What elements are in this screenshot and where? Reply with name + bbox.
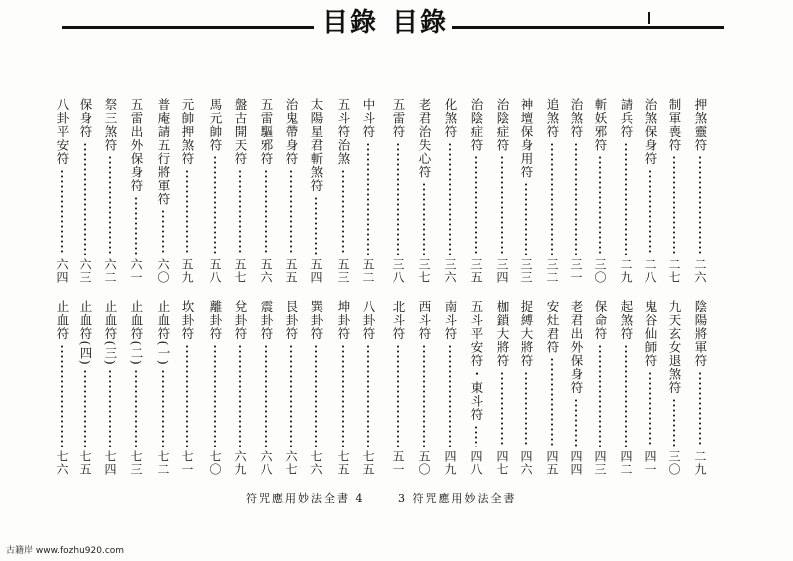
toc-entry-title: 坤卦符 — [336, 300, 351, 341]
toc-entry-title: 普庵請五行將軍符 — [156, 98, 171, 206]
dot-leader — [315, 196, 317, 256]
toc-entry — [256, 98, 276, 284]
dot-leader — [551, 357, 553, 447]
toc-entry — [230, 300, 250, 476]
toc-entry-title: 枷鎖大將符 — [495, 300, 510, 368]
toc-entry-title: 神壇保身用符 — [519, 98, 534, 179]
toc-entry-title: 南斗符 — [443, 300, 458, 341]
dot-leader — [625, 344, 627, 448]
toc-entry-title: 五斗符治煞 — [336, 98, 351, 166]
toc-entry-title: 治鬼帶身符 — [284, 98, 299, 166]
toc-entry-page: 六三 — [78, 258, 92, 284]
toc-entry-title: 老君治失心符 — [417, 98, 432, 179]
dot-leader — [162, 209, 164, 255]
dot-leader — [599, 155, 601, 255]
toc-entry-page: 六八 — [259, 450, 273, 476]
dot-leader — [649, 371, 651, 448]
dot-leader — [699, 155, 701, 255]
toc-entry-page: 七二 — [156, 450, 170, 476]
toc-entry — [75, 98, 95, 284]
dot-leader — [186, 169, 188, 256]
dot-leader — [575, 142, 577, 256]
toc-entry-title: 中斗符 — [361, 98, 376, 139]
toc-entry-page: 三〇 — [667, 450, 681, 476]
toc-entry — [466, 300, 486, 476]
header-tick-mark — [648, 12, 650, 24]
toc-entry-title: 震卦符 — [259, 300, 274, 341]
dot-leader — [501, 155, 503, 255]
toc-entry-title: 五雷出外保身符 — [129, 98, 144, 193]
toc-entry-page: 六七 — [284, 450, 298, 476]
toc-entry — [256, 300, 276, 476]
toc-entry-page: 五二 — [361, 258, 375, 284]
toc-entry-page: 四七 — [495, 450, 509, 476]
dot-leader — [109, 155, 111, 255]
toc-entry — [153, 98, 173, 284]
dot-leader — [649, 169, 651, 256]
toc-entry — [542, 98, 562, 284]
dot-leader — [449, 344, 451, 448]
toc-entry — [281, 300, 301, 476]
dot-leader — [342, 344, 344, 448]
toc-entry — [100, 98, 120, 284]
toc-entry — [640, 300, 660, 476]
toc-entry-title: 治陰症符 — [495, 98, 510, 152]
toc-entry — [616, 300, 636, 476]
toc-entry-page: 三七 — [417, 258, 431, 284]
dot-leader — [61, 169, 63, 256]
toc-entry-page: 六〇 — [156, 258, 170, 284]
toc-entry-title: 北斗符 — [391, 300, 406, 341]
toc-entry — [516, 98, 536, 284]
dot-leader — [342, 169, 344, 256]
toc-entry — [542, 300, 562, 476]
toc-entry-title: 止血符 — [55, 300, 70, 341]
dot-leader — [239, 169, 241, 256]
toc-entry-page: 二六 — [693, 258, 707, 284]
site-watermark: 古籍岸 www.fozhu920.com — [6, 546, 125, 556]
toc-entry-title: 西斗符 — [417, 300, 432, 341]
dot-leader — [290, 169, 292, 256]
toc-entry-page: 三一 — [569, 258, 583, 284]
toc-entry-title: 五斗平安符・東斗符 — [469, 300, 484, 422]
toc-entry-title: 捉縛大將符 — [519, 300, 534, 368]
toc-entry-page: 二八 — [643, 258, 657, 284]
toc-entry-title: 止血符(一) — [156, 300, 171, 366]
toc-entry-title: 九天玄女退煞符 — [667, 300, 682, 395]
toc-entry-title: 離卦符 — [208, 300, 223, 341]
toc-entry-title: 五雷符 — [391, 98, 406, 139]
toc-entry-title: 保身符 — [78, 98, 93, 139]
dot-leader — [61, 344, 63, 448]
toc-entry-page: 二七 — [667, 258, 681, 284]
toc-entry — [414, 98, 434, 284]
toc-entry — [230, 98, 250, 284]
dot-leader — [673, 398, 675, 448]
toc-entry — [205, 300, 225, 476]
toc-entry-title: 五雷驅邪符 — [259, 98, 274, 166]
toc-entry — [414, 300, 434, 476]
toc-entry-page: 五五 — [284, 258, 298, 284]
toc-entry-title: 追煞符 — [545, 98, 560, 139]
toc-entry-page: 七五 — [78, 450, 92, 476]
toc-entry-page: 三二 — [545, 258, 559, 284]
toc-entry-title: 艮卦符 — [284, 300, 299, 341]
dot-leader — [162, 369, 164, 447]
toc-entry-title: 八卦符 — [361, 300, 376, 341]
dot-leader — [525, 182, 527, 255]
toc-entry — [640, 98, 660, 284]
toc-entry-page: 二九 — [619, 258, 633, 284]
dot-leader — [109, 369, 111, 447]
toc-entry — [52, 300, 72, 476]
toc-entry-title: 治煞符 — [569, 98, 584, 139]
toc-entry-page: 五三 — [336, 258, 350, 284]
toc-entry-page: 四八 — [469, 450, 483, 476]
dot-leader — [423, 182, 425, 255]
dot-leader — [449, 142, 451, 256]
toc-entry-title: 盤古開天符 — [233, 98, 248, 166]
dot-leader — [214, 344, 216, 448]
toc-entry-title: 起煞符 — [619, 300, 634, 341]
toc-entry — [492, 300, 512, 476]
toc-entry-page: 二九 — [693, 450, 707, 476]
toc-entry — [153, 300, 173, 476]
toc-entry-title: 祭三煞符 — [103, 98, 118, 152]
dot-leader — [239, 344, 241, 448]
dot-leader — [599, 344, 601, 448]
dot-leader — [84, 369, 86, 447]
page-title-left: 目錄 — [322, 8, 379, 38]
dot-leader — [475, 155, 477, 255]
toc-entry-title: 元帥押煞符 — [180, 98, 195, 166]
dot-leader — [214, 155, 216, 255]
toc-entry-page: 七一 — [180, 450, 194, 476]
toc-entry-page: 三四 — [495, 258, 509, 284]
toc-entry — [492, 98, 512, 284]
dot-leader — [475, 425, 477, 448]
toc-entry-page: 三〇 — [593, 258, 607, 284]
toc-entry — [388, 300, 408, 476]
toc-entry — [306, 98, 326, 284]
toc-entry — [690, 98, 710, 284]
toc-entry — [100, 300, 120, 476]
toc-entry — [126, 98, 146, 284]
dot-leader — [397, 344, 399, 448]
footer-left: 符咒應用妙法全書 4 — [246, 492, 365, 505]
toc-entry-title: 止血符(三) — [103, 300, 118, 366]
dot-leader — [290, 344, 292, 448]
dot-leader — [525, 371, 527, 448]
toc-entry-page: 七六 — [55, 450, 69, 476]
toc-entry — [664, 98, 684, 284]
dot-leader — [135, 369, 137, 447]
header-rule-left — [62, 26, 314, 29]
toc-entry-title: 止血符(二) — [129, 300, 144, 366]
toc-entry-page: 三五 — [469, 258, 483, 284]
toc-entry — [590, 300, 610, 476]
dot-leader — [501, 371, 503, 448]
toc-entry — [440, 98, 460, 284]
header-rule-right — [452, 26, 724, 29]
dot-leader — [265, 344, 267, 448]
dot-leader — [315, 344, 317, 448]
toc-entry — [126, 300, 146, 476]
dot-leader — [575, 398, 577, 448]
toc-entry-page: 五九 — [180, 258, 194, 284]
dot-leader — [367, 142, 369, 256]
toc-entry-page: 五四 — [309, 258, 323, 284]
dot-leader — [551, 142, 553, 256]
toc-entry — [690, 300, 710, 476]
toc-entry-page: 四六 — [519, 450, 533, 476]
toc-entry-title: 安灶君符 — [545, 300, 560, 354]
dot-leader — [186, 344, 188, 448]
toc-entry-page: 七三 — [129, 450, 143, 476]
toc-entry-title: 制軍喪符 — [667, 98, 682, 152]
toc-entry — [616, 98, 636, 284]
toc-entry-title: 請兵符 — [619, 98, 634, 139]
footer-right: 3 符咒應用妙法全書 — [398, 492, 517, 505]
dot-leader — [423, 344, 425, 448]
toc-entry-page: 三六 — [443, 258, 457, 284]
toc-entry — [177, 300, 197, 476]
toc-entry — [566, 98, 586, 284]
toc-entry-title: 陰陽將軍符 — [693, 300, 708, 368]
dot-leader — [699, 371, 701, 448]
toc-entry-page: 七五 — [336, 450, 350, 476]
toc-entry-page: 六四 — [55, 258, 69, 284]
dot-leader — [625, 142, 627, 256]
toc-entry-page: 四一 — [643, 450, 657, 476]
toc-entry-page: 四四 — [569, 450, 583, 476]
toc-entry-page: 六九 — [233, 450, 247, 476]
toc-entry-title: 化煞符 — [443, 98, 458, 139]
toc-entry-page: 七六 — [309, 450, 323, 476]
toc-entry-page: 三八 — [391, 258, 405, 284]
toc-entry-page: 七四 — [103, 450, 117, 476]
toc-entry — [177, 98, 197, 284]
toc-entry-title: 鬼谷仙師符 — [643, 300, 658, 368]
toc-entry-page: 四五 — [545, 450, 559, 476]
toc-entry-page: 五七 — [233, 258, 247, 284]
toc-entry-page: 六二 — [103, 258, 117, 284]
dot-leader — [673, 155, 675, 255]
toc-entry-title: 治陰症符 — [469, 98, 484, 152]
page-title-right: 目錄 — [392, 8, 449, 38]
toc-entry — [52, 98, 72, 284]
dot-leader — [265, 169, 267, 256]
toc-entry-title: 斬妖邪符 — [593, 98, 608, 152]
toc-entry-page: 七五 — [361, 450, 375, 476]
toc-entry-title: 保命符 — [593, 300, 608, 341]
toc-entry-page: 四三 — [593, 450, 607, 476]
toc-entry-title: 治煞保身符 — [643, 98, 658, 166]
toc-entry-page: 七〇 — [208, 450, 222, 476]
toc-entry-page: 四二 — [619, 450, 633, 476]
toc-entry-title: 老君出外保身符 — [569, 300, 584, 395]
toc-entry — [75, 300, 95, 476]
toc-entry-title: 押煞靈符 — [693, 98, 708, 152]
toc-entry-page: 五一 — [391, 450, 405, 476]
toc-entry-title: 馬元帥符 — [208, 98, 223, 152]
toc-entry-title: 八卦平安符 — [55, 98, 70, 166]
toc-entry-page: 六一 — [129, 258, 143, 284]
toc-entry-title: 太陽星君斬煞符 — [309, 98, 324, 193]
toc-entry-page: 五〇 — [417, 450, 431, 476]
toc-entry — [333, 98, 353, 284]
dot-leader — [84, 142, 86, 256]
toc-entry-page: 三三 — [519, 258, 533, 284]
toc-entry-page: 四九 — [443, 450, 457, 476]
toc-entry-title: 兌卦符 — [233, 300, 248, 341]
toc-entry-page: 五八 — [208, 258, 222, 284]
toc-entry — [440, 300, 460, 476]
toc-entry-title: 巽卦符 — [309, 300, 324, 341]
toc-entry — [388, 98, 408, 284]
toc-entry — [358, 98, 378, 284]
toc-entry — [358, 300, 378, 476]
toc-entry-title: 坎卦符 — [180, 300, 195, 341]
toc-entry — [306, 300, 326, 476]
toc-entry — [566, 300, 586, 476]
toc-entry — [466, 98, 486, 284]
toc-entry — [281, 98, 301, 284]
toc-entry — [664, 300, 684, 476]
toc-entry — [205, 98, 225, 284]
toc-entry-title: 止血符(四) — [78, 300, 93, 366]
dot-leader — [397, 142, 399, 256]
toc-entry — [333, 300, 353, 476]
toc-entry — [516, 300, 536, 476]
toc-entry-page: 五六 — [259, 258, 273, 284]
dot-leader — [367, 344, 369, 448]
toc-entry — [590, 98, 610, 284]
dot-leader — [135, 196, 137, 256]
